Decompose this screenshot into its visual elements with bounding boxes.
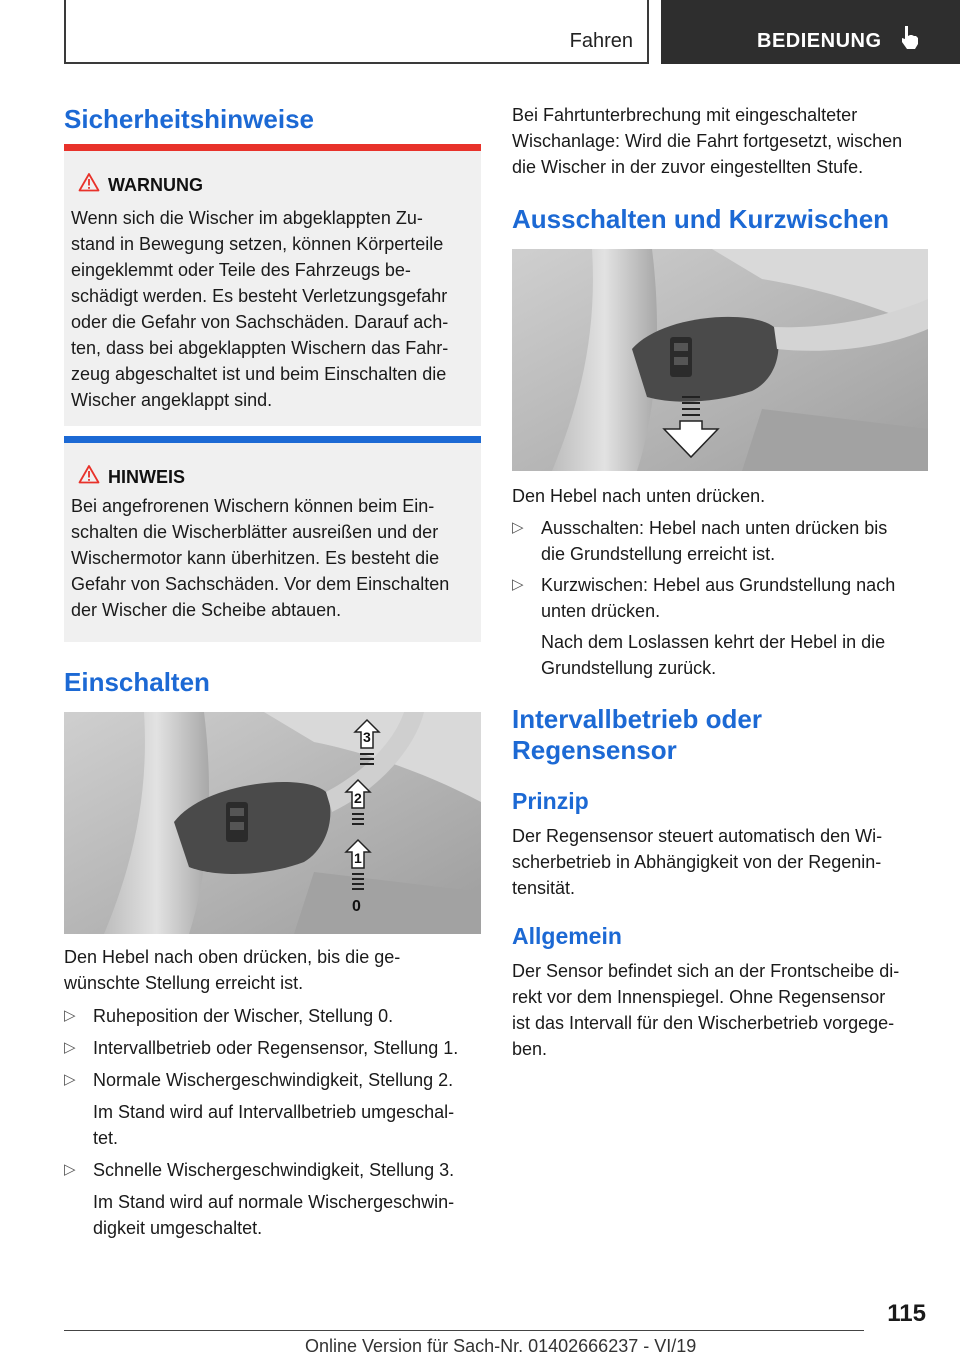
- bullet-triangle-icon: ▷: [64, 1071, 76, 1088]
- interruption-text: Bei Fahrtunterbrechung mit eingeschalteter Wischanlage: Wird die Fahrt fortgesetzt, wischen die Wischer in der zuvor eingestellten Stufe.: [512, 105, 903, 177]
- heading-einschalten: Einschalten: [64, 667, 210, 697]
- notice-bar: [64, 436, 481, 443]
- heading-intervallbetrieb: Intervallbetrieb oder Regensensor: [512, 704, 762, 765]
- list-item: ▷ Kurzwischen: Hebel aus Grundstellung nach unten drücken.: [512, 572, 932, 624]
- warning-box: [64, 144, 481, 426]
- warning-text: Wenn sich die Wischer im abgeklappten Zu- stand in Bewegung setzen, können Körperteile eingeklemmt oder Teile des Fahrzeugs be- schädigt werden. Es besteht Verletzungsgefahr oder die Gefahr von Sachschäden. Darauf ach- ten, dass bei abgeklappten Wischern das Fahr- zeug abgeschaltet ist und beim Einschalten die Wischer angeklappt sind.: [71, 208, 449, 410]
- prinzip-text: Der Regensensor steuert automatisch den Wi- scherbetrieb in Abhängigkeit von der Regenin- tensität.: [512, 826, 883, 898]
- lever-up-photo: [64, 712, 481, 934]
- position-0-label: 0: [352, 898, 361, 915]
- lever-up-illustration: [64, 712, 481, 934]
- bullet-triangle-icon: ▷: [64, 1161, 76, 1178]
- header-tab-bedienung: [661, 0, 960, 64]
- page-number: 115: [887, 1300, 926, 1327]
- warning-triangle-icon: [78, 172, 100, 192]
- header-tab-fahren: [64, 0, 649, 64]
- position-2-label: 2: [354, 790, 362, 806]
- release-text: Nach dem Loslassen kehrt der Hebel in die Grundstellung zurück.: [541, 632, 886, 678]
- header-chapter-label: BEDIENUNG: [757, 30, 882, 52]
- allgemein-text: Der Sensor befindet sich an der Frontscheibe di- rekt vor dem Innenspiegel. Ohne Regensensor ist das Intervall für den Wischerbetrieb vorgege- ben.: [512, 961, 900, 1059]
- heading-allgemein: Allgemein: [512, 923, 622, 949]
- bullet-triangle-icon: ▷: [512, 519, 524, 536]
- notice-box: [64, 436, 481, 642]
- list-item: ▷ Ausschalten: Hebel nach unten drücken bis die Grundstellung erreicht ist.: [512, 515, 932, 567]
- press-down-text: Den Hebel nach unten drücken.: [512, 486, 766, 506]
- bullet-triangle-icon: ▷: [64, 1039, 76, 1056]
- pointing-hand-icon: [899, 24, 921, 50]
- header-section-label: Fahren: [569, 30, 633, 52]
- notice-text: Bei angefrorenen Wischern können beim Ein- schalten die Wischerblätter ausreißen und der Wischermotor kann überhitzen. Es besteht die Gefahr von Sachschäden. Vor dem Einschalten der Wischer die Scheibe abtauen.: [71, 496, 450, 620]
- footer-divider: [64, 1330, 864, 1331]
- heading-sicherheitshinweise: Sicherheitshinweise: [64, 104, 314, 134]
- heading-prinzip: Prinzip: [512, 788, 589, 814]
- position-1-label: 1: [354, 850, 362, 866]
- warning-bar: [64, 144, 481, 151]
- lever-down-photo: [512, 249, 928, 471]
- bullet-triangle-icon: ▷: [512, 576, 524, 593]
- list-item: ▷ Intervallbetrieb oder Regensensor, Stellung 1.: [64, 1035, 481, 1061]
- list-item: ▷ Normale Wischergeschwindigkeit, Stellung 2.: [64, 1067, 481, 1093]
- heading-ausschalten: Ausschalten und Kurzwischen: [512, 204, 890, 234]
- note-stellung-2: Im Stand wird auf Intervallbetrieb umgeschal- tet.: [93, 1102, 455, 1148]
- bullet-triangle-icon: ▷: [64, 1007, 76, 1024]
- list-item: ▷ Schnelle Wischergeschwindigkeit, Stellung 3.: [64, 1157, 481, 1183]
- lever-down-illustration: [512, 249, 928, 471]
- list-item: ▷ Ruheposition der Wischer, Stellung 0.: [64, 1003, 481, 1029]
- footer-online-version: Online Version für Sach-Nr. 01402666237 - VI/19: [305, 1336, 697, 1356]
- note-stellung-3: Im Stand wird auf normale Wischergeschwin- digkeit umgeschaltet.: [93, 1192, 455, 1238]
- position-3-label: 3: [363, 729, 371, 745]
- notice-title: HINWEIS: [108, 467, 186, 487]
- warning-title: WARNUNG: [108, 175, 203, 195]
- notice-triangle-icon: [78, 464, 100, 484]
- intro-text: Den Hebel nach oben drücken, bis die ge- wünschte Stellung erreicht ist.: [64, 947, 401, 993]
